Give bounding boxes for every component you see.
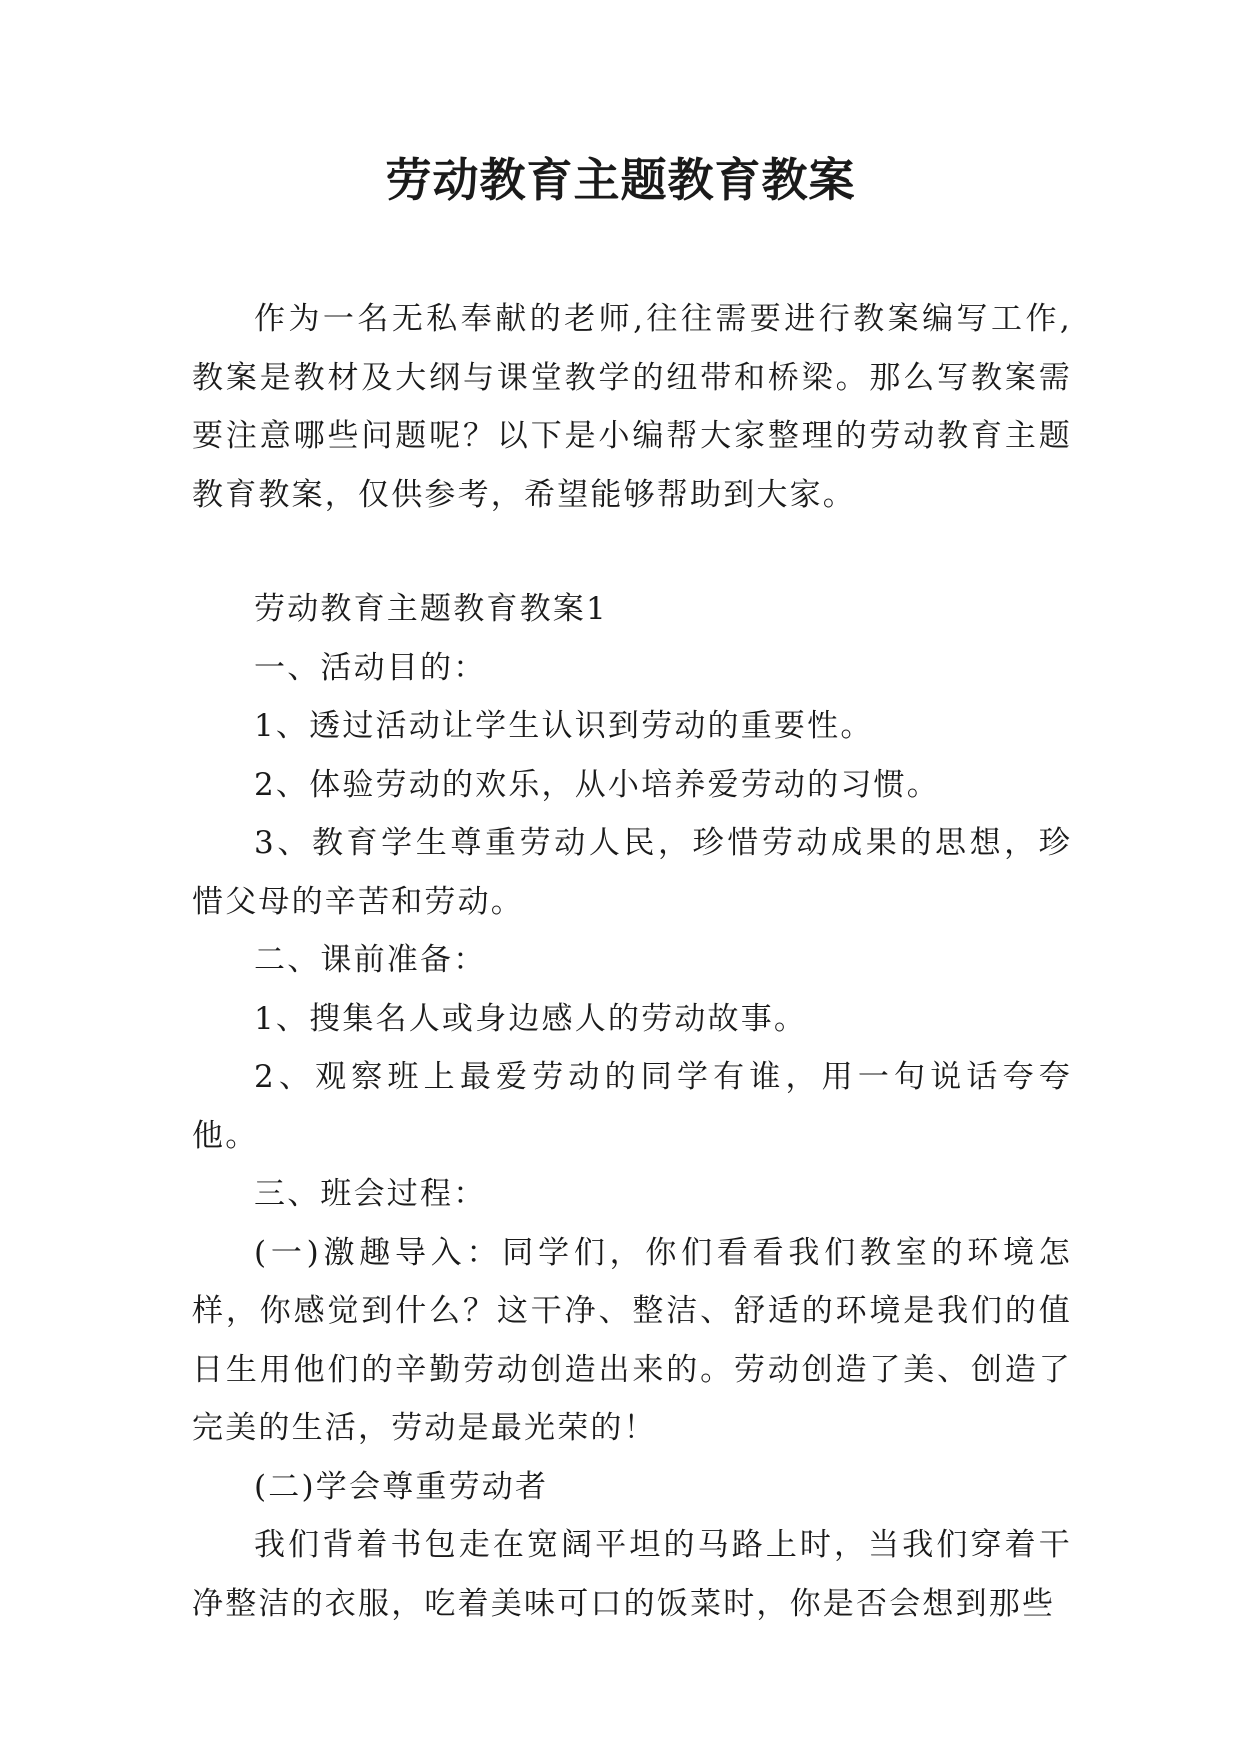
list-item: 2、体验劳动的欢乐，从小培养爱劳动的习惯。 — [254, 766, 940, 803]
body-paragraph: (一)激趣导入：同学们，你们看看我们教室的环境怎样，你感觉到什么？这干净、整洁、舒适的环境是我们的值日生用他们的辛勤劳动创造出来的。劳动创造了美、创造了完美的生活，劳动是最光荣的！ — [192, 1234, 1072, 1446]
document-body — [192, 290, 1072, 1633]
subheading-activity-goals: 一、活动目的： — [254, 649, 487, 686]
subheading-preparation: 二、课前准备： — [254, 942, 487, 978]
list-item: 1、透过活动让学生认识到劳动的重要性。 — [254, 708, 874, 744]
subheading-process: 三、班会过程： — [254, 1176, 487, 1212]
subheading-respect: (二)学会尊重劳动者 — [254, 1468, 549, 1505]
list-item: 3、教育学生尊重劳动人民，珍惜劳动成果的思想，珍惜父母的辛苦和劳动。 — [192, 825, 1072, 920]
intro-paragraph: 作为一名无私奉献的老师,往往需要进行教案编写工作,教案是教材及大纲与课堂教学的纽带和桥梁。那么写教案需要注意哪些问题呢？以下是小编帮大家整理的劳动教育主题教育教案，仅供参考，希望能够帮助到大家。 — [192, 301, 1072, 513]
document-title: 劳动教育主题教育教案 — [385, 153, 856, 207]
list-item: 2、观察班上最爱劳动的同学有谁，用一句说话夸夸他。 — [192, 1059, 1072, 1154]
body-paragraph: 我们背着书包走在宽阔平坦的马路上时，当我们穿着干净整洁的衣服，吃着美味可口的饭菜时，你是否会想到那些 — [192, 1527, 1072, 1622]
list-item: 1、搜集名人或身边感人的劳动故事。 — [254, 1000, 808, 1037]
section-heading: 劳动教育主题教育教案1 — [254, 591, 608, 627]
